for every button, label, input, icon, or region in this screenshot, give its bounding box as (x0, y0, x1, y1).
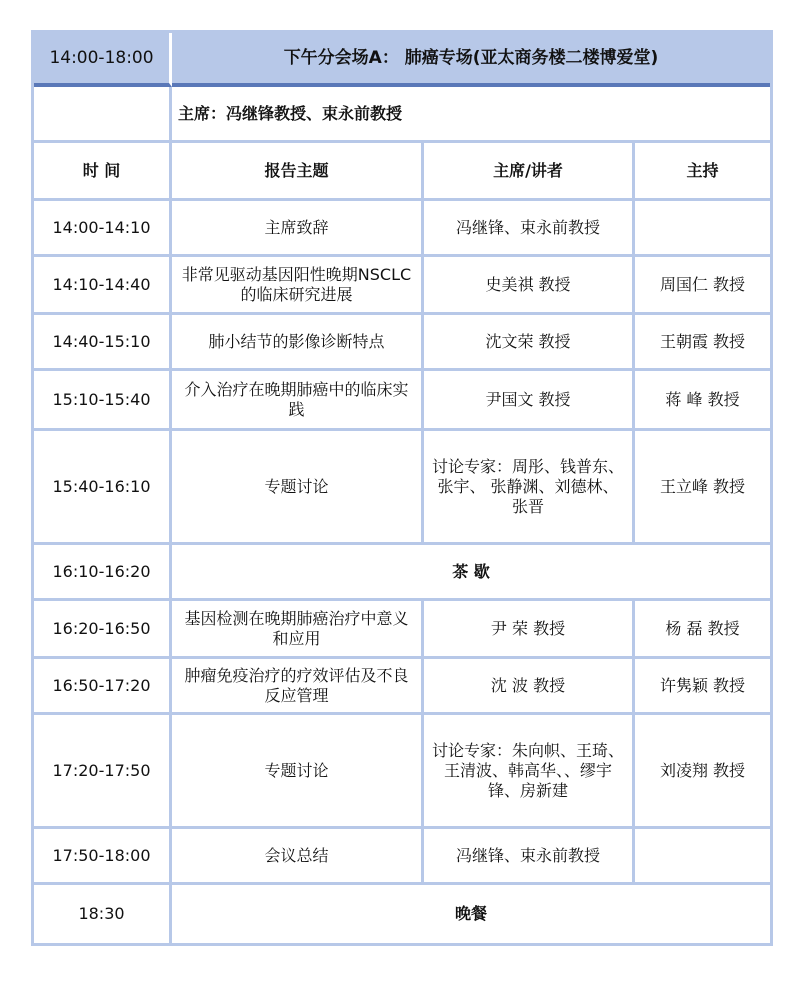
table-row (34, 601, 770, 659)
row-time: 18:30 (34, 885, 172, 943)
col-host-header: 主持 (635, 143, 770, 201)
row-host: 蒋 峰 教授 (635, 371, 770, 431)
session-time: 14:00-18:00 (34, 33, 172, 87)
row-speaker: 冯继锋、束永前教授 (424, 201, 635, 257)
row-topic: 介入治疗在晚期肺癌中的临床实践 (172, 371, 424, 431)
row-host (635, 829, 770, 885)
break-label: 茶 歇 (172, 545, 770, 601)
chair-row-empty-cell (34, 87, 172, 143)
row-time: 14:00-14:10 (34, 201, 172, 257)
row-time: 16:50-17:20 (34, 659, 172, 715)
schedule-frame (31, 30, 773, 946)
row-topic: 肺小结节的影像诊断特点 (172, 315, 424, 371)
schedule-table (31, 30, 773, 946)
chair-row (34, 87, 770, 143)
break-row (34, 885, 770, 943)
row-host: 许隽颖 教授 (635, 659, 770, 715)
row-time: 17:50-18:00 (34, 829, 172, 885)
row-speaker: 冯继锋、束永前教授 (424, 829, 635, 885)
row-host (635, 201, 770, 257)
row-topic: 非常见驱动基因阳性晚期NSCLC的临床研究进展 (172, 257, 424, 315)
table-row (34, 371, 770, 431)
chair-line: 主席：冯继锋教授、束永前教授 (172, 87, 770, 143)
row-host: 王朝霞 教授 (635, 315, 770, 371)
row-speaker: 沈文荣 教授 (424, 315, 635, 371)
row-time: 14:10-14:40 (34, 257, 172, 315)
break-row (34, 545, 770, 601)
row-time: 15:10-15:40 (34, 371, 172, 431)
table-row (34, 431, 770, 545)
row-speaker: 尹国文 教授 (424, 371, 635, 431)
row-topic: 主席致辞 (172, 201, 424, 257)
table-row (34, 659, 770, 715)
col-time-header: 时 间 (34, 143, 172, 201)
row-speaker: 沈 波 教授 (424, 659, 635, 715)
row-time: 16:20-16:50 (34, 601, 172, 659)
row-time: 14:40-15:10 (34, 315, 172, 371)
row-time: 16:10-16:20 (34, 545, 172, 601)
row-time: 15:40-16:10 (34, 431, 172, 545)
row-speaker: 讨论专家：朱向帜、王琦、王清波、韩高华、、缪宇锋、房新建 (424, 715, 635, 829)
table-row (34, 257, 770, 315)
col-topic-header: 报告主题 (172, 143, 424, 201)
col-speaker-header: 主席/讲者 (424, 143, 635, 201)
row-speaker: 讨论专家：周彤、钱普东、张宇、 张静渊、刘德林、张晋 (424, 431, 635, 545)
session-header-row (34, 33, 770, 87)
row-speaker: 史美祺 教授 (424, 257, 635, 315)
session-title: 下午分会场A： 肺癌专场(亚太商务楼二楼博爱堂) (172, 33, 770, 87)
row-time: 17:20-17:50 (34, 715, 172, 829)
row-topic: 专题讨论 (172, 715, 424, 829)
row-topic: 会议总结 (172, 829, 424, 885)
row-topic: 专题讨论 (172, 431, 424, 545)
table-row (34, 715, 770, 829)
table-row (34, 315, 770, 371)
row-topic: 基因检测在晚期肺癌治疗中意义和应用 (172, 601, 424, 659)
row-topic: 肿瘤免疫治疗的疗效评估及不良反应管理 (172, 659, 424, 715)
row-host: 周国仁 教授 (635, 257, 770, 315)
column-header-row (34, 143, 770, 201)
table-row (34, 829, 770, 885)
break-label: 晚餐 (454, 904, 487, 923)
row-host: 杨 磊 教授 (635, 601, 770, 659)
row-host: 王立峰 教授 (635, 431, 770, 545)
row-host: 刘凌翔 教授 (635, 715, 770, 829)
row-speaker: 尹 荣 教授 (424, 601, 635, 659)
table-row (34, 201, 770, 257)
